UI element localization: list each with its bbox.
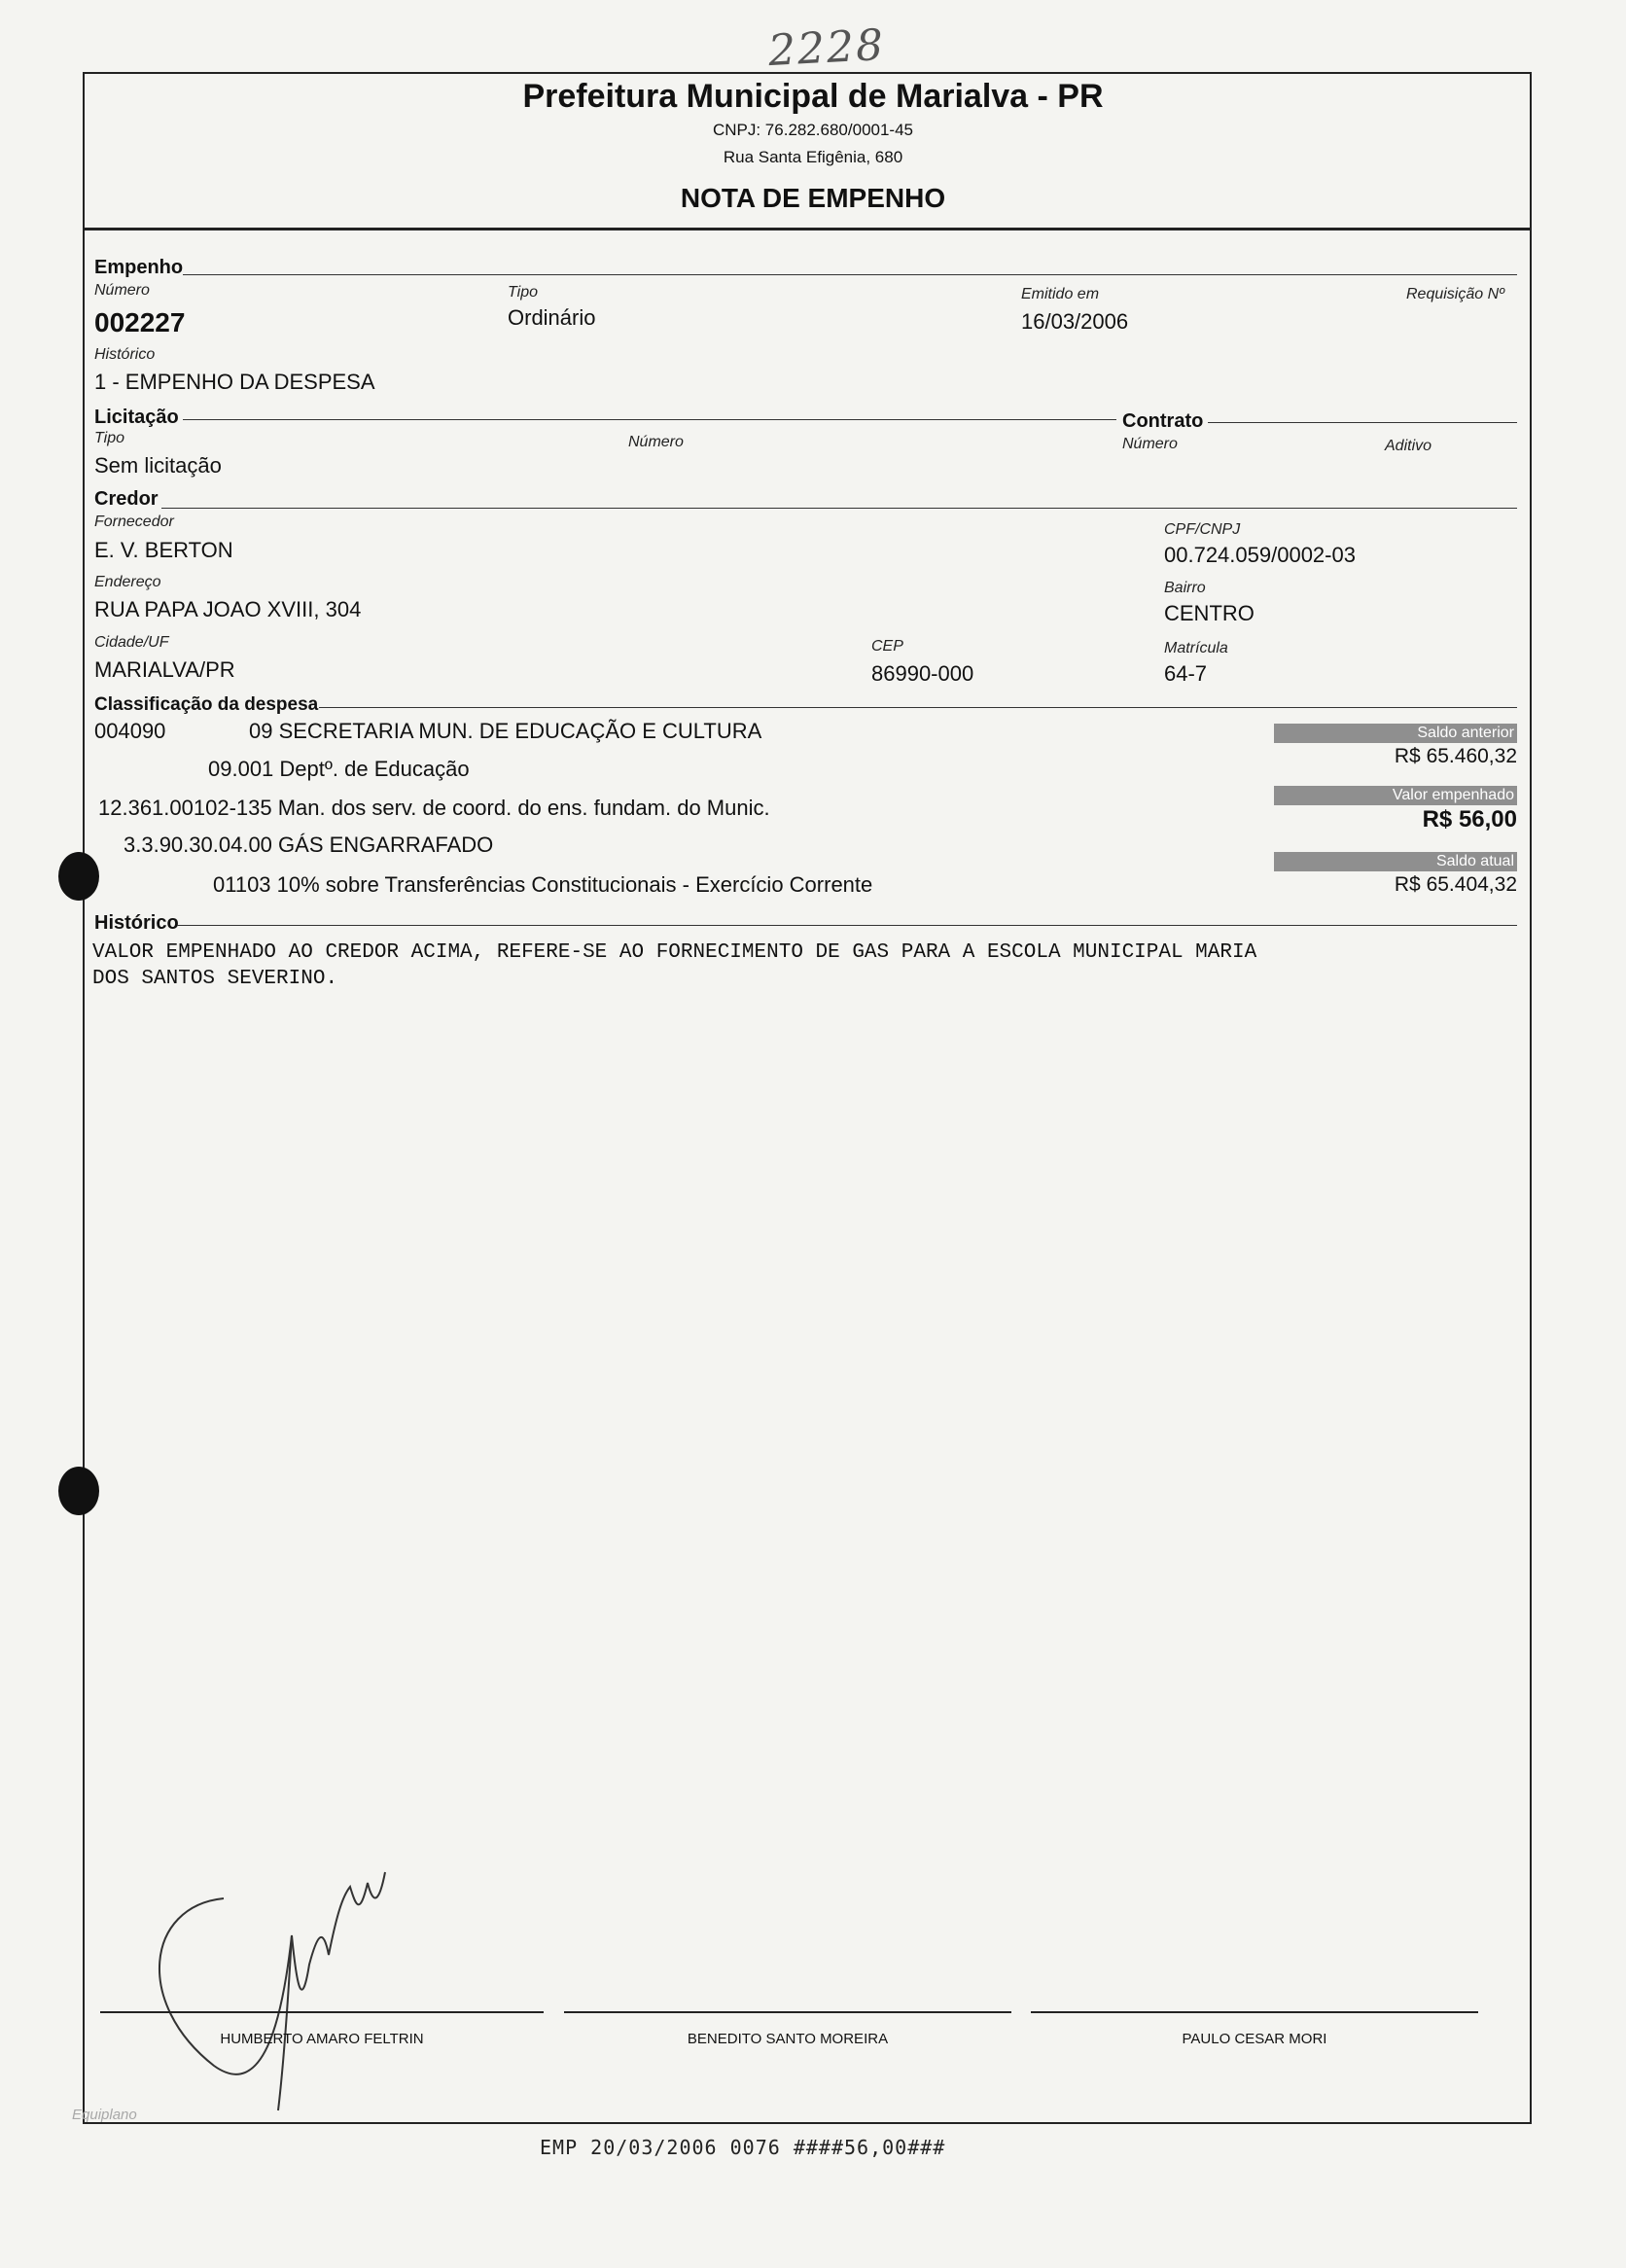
licitacao-section-title: Licitação — [94, 407, 179, 428]
saldo-anterior-value: R$ 65.460,32 — [1394, 745, 1517, 767]
empenho-numero-label: Número — [94, 282, 150, 299]
classificacao-programa: 12.361.00102-135 Man. dos serv. de coord. do ens. fundam. do Munic. — [98, 796, 770, 820]
historico-text: VALOR EMPENHADO AO CREDOR ACIMA, REFERE-SE AO FORNECIMENTO DE GAS PARA A ESCOLA MUNICIPAL MARIA DOS SANTOS SEVERINO. — [92, 941, 1257, 990]
signature-name-3: PAULO CESAR MORI — [1182, 2031, 1327, 2047]
contrato-aditivo-label: Aditivo — [1385, 438, 1432, 454]
empenho-emitido-label: Emitido em — [1021, 286, 1100, 302]
cpf-cnpj-label: CPF/CNPJ — [1164, 521, 1241, 538]
empenho-section-title: Empenho — [94, 257, 184, 278]
endereco-value: RUA PAPA JOAO XVIII, 304 — [94, 597, 362, 621]
signature-line-2 — [564, 2011, 1011, 2013]
saldo-atual-label: Saldo atual — [1274, 852, 1517, 871]
signature-name-1: HUMBERTO AMARO FELTRIN — [220, 2031, 424, 2047]
classificacao-code: 004090 — [94, 719, 166, 743]
requisicao-label: Requisição Nº — [1406, 286, 1504, 302]
empenho-historico-value: 1 - EMPENHO DA DESPESA — [94, 370, 375, 394]
valor-empenhado-label: Valor empenhado — [1274, 786, 1517, 805]
saldo-anterior-label: Saldo anterior — [1274, 724, 1517, 743]
signature-name-2: BENEDITO SANTO MOREIRA — [687, 2031, 889, 2047]
licitacao-tipo-label: Tipo — [94, 430, 124, 446]
organization-cnpj: CNPJ: 76.282.680/0001-45 — [712, 121, 914, 139]
fornecedor-value: E. V. BERTON — [94, 538, 233, 562]
matricula-label: Matrícula — [1164, 640, 1228, 656]
empenho-numero-value: 002227 — [94, 307, 186, 337]
organization-title: Prefeitura Municipal de Marialva - PR — [522, 78, 1104, 115]
cep-label: CEP — [871, 638, 903, 655]
empenho-tipo-value: Ordinário — [508, 305, 596, 330]
valor-empenhado-value: R$ 56,00 — [1422, 806, 1517, 833]
cidade-uf-value: MARIALVA/PR — [94, 657, 235, 682]
cpf-cnpj-value: 00.724.059/0002-03 — [1164, 543, 1356, 567]
licitacao-tipo-value: Sem licitação — [94, 453, 222, 478]
mechanical-stamp: EMP 20/03/2006 0076 ####56,00### — [540, 2136, 946, 2159]
handwritten-page-number: 2228 — [766, 19, 887, 77]
saldo-atual-value: R$ 65.404,32 — [1394, 873, 1517, 896]
classificacao-departamento: 09.001 Deptº. de Educação — [208, 757, 470, 781]
matricula-value: 64-7 — [1164, 661, 1208, 686]
cidade-uf-label: Cidade/UF — [94, 634, 169, 651]
signature-line-1 — [100, 2011, 544, 2013]
signature-line-3 — [1031, 2011, 1478, 2013]
fornecedor-label: Fornecedor — [94, 514, 174, 530]
contrato-numero-label: Número — [1122, 436, 1178, 452]
empenho-historico-label: Histórico — [94, 346, 156, 363]
bairro-label: Bairro — [1164, 580, 1206, 596]
empenho-emitido-value: 16/03/2006 — [1021, 309, 1129, 334]
software-brand: Equiplano — [72, 2107, 137, 2123]
document-title: NOTA DE EMPENHO — [680, 183, 946, 213]
endereco-label: Endereço — [94, 574, 161, 590]
cep-value: 86990-000 — [871, 661, 974, 686]
classificacao-elemento: 3.3.90.30.04.00 GÁS ENGARRAFADO — [124, 833, 494, 857]
classificacao-section-title: Classificação da despesa — [94, 694, 319, 715]
bairro-value: CENTRO — [1164, 601, 1255, 625]
historico-section-title: Histórico — [94, 912, 179, 934]
empenho-tipo-label: Tipo — [508, 284, 538, 301]
organization-address: Rua Santa Efigênia, 680 — [723, 148, 903, 166]
classificacao-secretaria: 09 SECRETARIA MUN. DE EDUCAÇÃO E CULTURA — [249, 719, 762, 743]
licitacao-numero-label: Número — [628, 434, 684, 450]
contrato-section-title: Contrato — [1122, 410, 1204, 432]
credor-section-title: Credor — [94, 488, 159, 510]
classificacao-fonte: 01103 10% sobre Transferências Constitucionais - Exercício Corrente — [213, 872, 873, 897]
